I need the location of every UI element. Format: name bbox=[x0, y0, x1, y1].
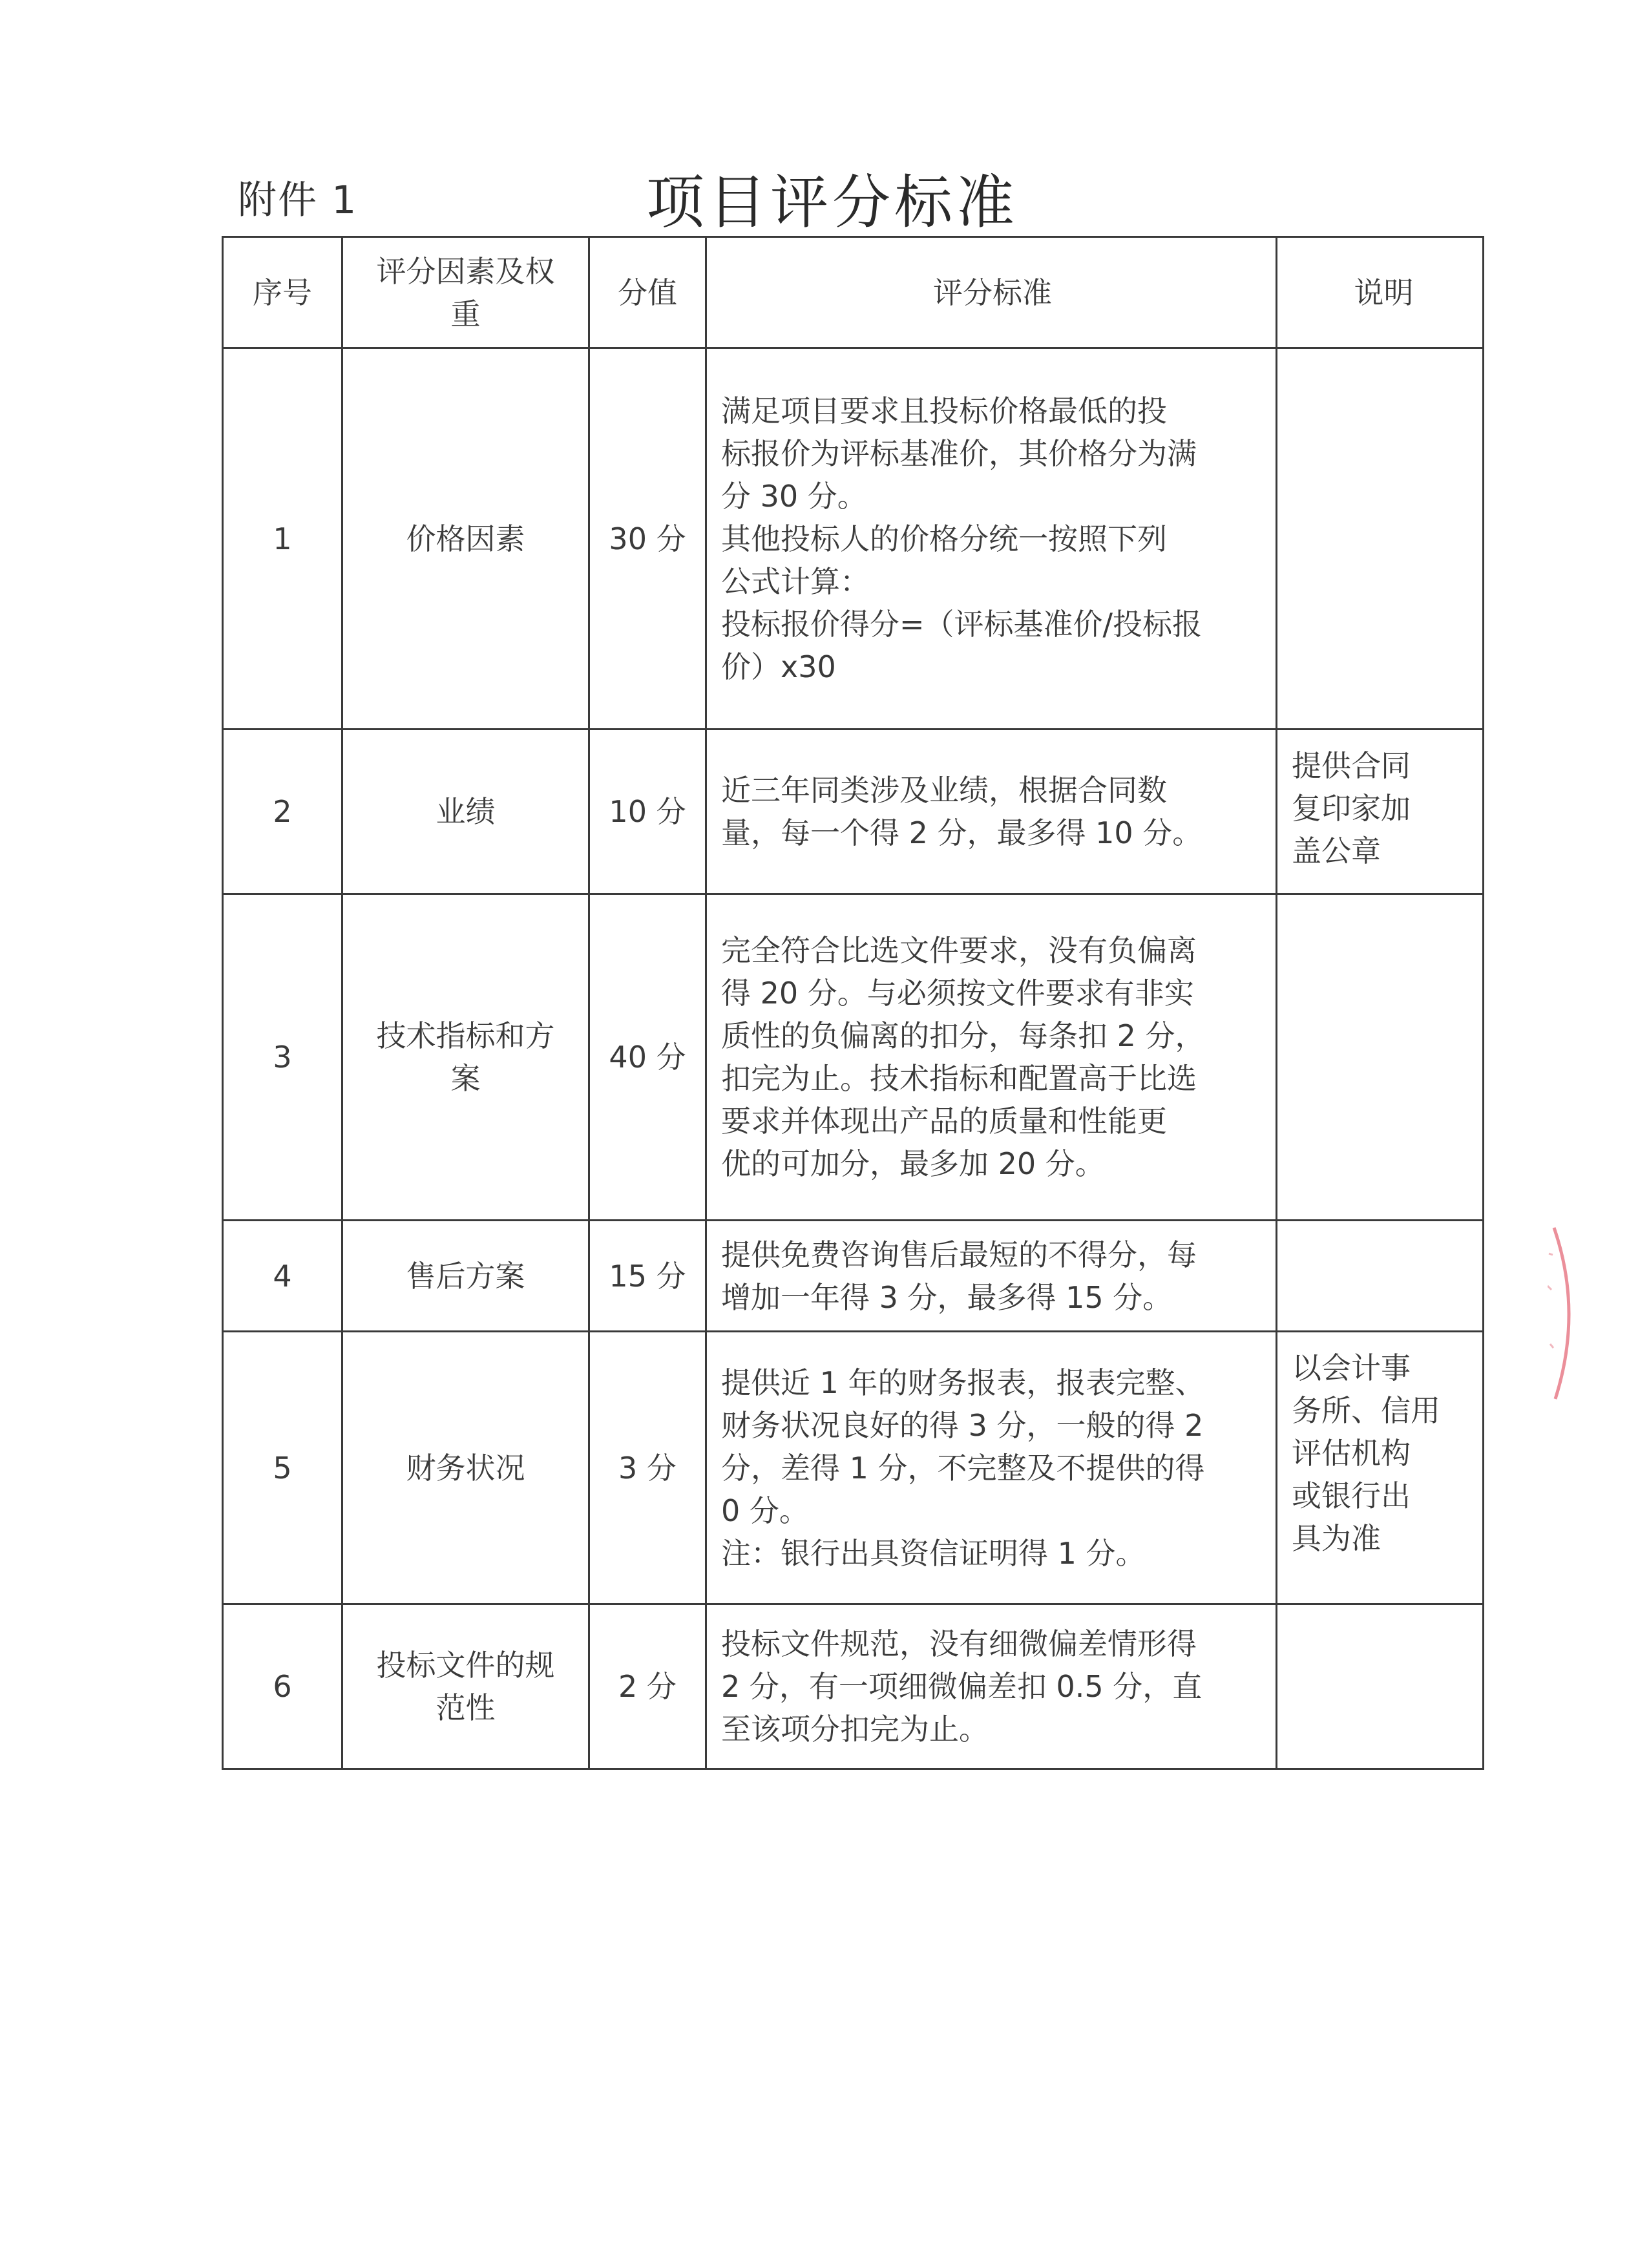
note-line: 提供合同 bbox=[1292, 748, 1411, 783]
note-line: 盖公章 bbox=[1292, 834, 1381, 868]
stamp-arc bbox=[1554, 1228, 1569, 1399]
header-factor-line-2: 重 bbox=[450, 296, 481, 331]
note-line: 或银行出 bbox=[1292, 1478, 1411, 1513]
criteria-line: 公式计算： bbox=[721, 563, 870, 599]
criteria-line: 增加一年得 3 分，最多得 15 分。 bbox=[721, 1279, 1173, 1315]
factor-line-1: 技术指标和方 bbox=[376, 1018, 555, 1053]
stamp-fragment bbox=[1548, 1215, 1586, 1409]
factor-line-2: 范性 bbox=[436, 1690, 496, 1725]
criteria-line: 提供近 1 年的财务报表，报表完整、 bbox=[721, 1365, 1205, 1400]
header-note: 说明 bbox=[1277, 237, 1484, 348]
criteria-line: 满足项目要求且投标价格最低的投 bbox=[721, 393, 1167, 428]
criteria-line: 分 30 分。 bbox=[721, 478, 867, 514]
criteria-line: 投标报价得分=（评标基准价/投标报 bbox=[721, 606, 1203, 642]
row-note bbox=[1277, 348, 1484, 730]
criteria-line: 其他投标人的价格分统一按照下列 bbox=[721, 521, 1167, 556]
table-body bbox=[223, 348, 1484, 1769]
criteria-line: 扣完为止。技术指标和配置高于比选 bbox=[721, 1061, 1197, 1096]
table-row bbox=[223, 730, 1484, 894]
row-criteria bbox=[706, 348, 1277, 730]
note-line: 以会计事 bbox=[1292, 1350, 1411, 1385]
criteria-line: 投标文件规范，没有细微偏差情形得 bbox=[721, 1626, 1197, 1661]
criteria-line: 量，每一个得 2 分，最多得 10 分。 bbox=[721, 815, 1203, 850]
row-no: 6 bbox=[223, 1604, 342, 1769]
row-value: 15 分 bbox=[589, 1221, 706, 1332]
criteria-line: 至该项分扣完为止。 bbox=[721, 1712, 989, 1747]
note-line: 务所、信用 bbox=[1292, 1393, 1440, 1428]
attachment-label: 附件 1 bbox=[238, 178, 358, 223]
scoring-table bbox=[222, 236, 1484, 1770]
header-criteria: 评分标准 bbox=[706, 237, 1277, 348]
row-criteria bbox=[706, 1221, 1277, 1332]
row-note bbox=[1277, 894, 1484, 1221]
row-factor bbox=[342, 894, 589, 1221]
criteria-line: 完全符合比选文件要求，没有负偏离 bbox=[721, 933, 1197, 968]
row-note bbox=[1277, 730, 1484, 894]
row-value: 40 分 bbox=[589, 894, 706, 1221]
note-text bbox=[1292, 730, 1476, 884]
row-criteria bbox=[706, 730, 1277, 894]
row-value: 3 分 bbox=[589, 1332, 706, 1604]
note-line: 评估机构 bbox=[1292, 1436, 1411, 1471]
criteria-line: 注：银行出具资信证明得 1 分。 bbox=[721, 1535, 1146, 1571]
factor-line-2: 案 bbox=[450, 1061, 481, 1096]
row-factor: 业绩 bbox=[342, 730, 589, 894]
row-no: 3 bbox=[223, 894, 342, 1221]
table-row bbox=[223, 348, 1484, 730]
stamp-marks bbox=[1548, 1254, 1553, 1348]
criteria-line: 分，差得 1 分，不完整及不提供的得 bbox=[721, 1450, 1205, 1486]
row-note bbox=[1277, 1221, 1484, 1332]
criteria-line: 财务状况良好的得 3 分，一般的得 2 bbox=[721, 1407, 1204, 1443]
table-row bbox=[223, 1332, 1484, 1604]
row-note bbox=[1277, 1604, 1484, 1769]
table-header-row bbox=[223, 237, 1484, 348]
factor-line-1: 投标文件的规 bbox=[376, 1648, 555, 1683]
criteria-line: 优的可加分，最多加 20 分。 bbox=[721, 1146, 1105, 1181]
row-no: 2 bbox=[223, 730, 342, 894]
row-value: 2 分 bbox=[589, 1604, 706, 1769]
row-factor bbox=[342, 1604, 589, 1769]
criteria-line: 2 分，有一项细微偏差扣 0.5 分，直 bbox=[721, 1669, 1203, 1704]
table-row bbox=[223, 1604, 1484, 1769]
row-value: 10 分 bbox=[589, 730, 706, 894]
criteria-line: 质性的负偏离的扣分，每条扣 2 分， bbox=[721, 1018, 1205, 1053]
header-value: 分值 bbox=[589, 237, 706, 348]
table-row bbox=[223, 894, 1484, 1221]
criteria-line: 标报价为评标基准价，其价格分为满 bbox=[721, 436, 1197, 471]
header-factor bbox=[342, 237, 589, 348]
row-no: 1 bbox=[223, 348, 342, 730]
row-value: 30 分 bbox=[589, 348, 706, 730]
criteria-line: 得 20 分。与必须按文件要求有非实 bbox=[721, 976, 1194, 1011]
note-line: 具为准 bbox=[1292, 1521, 1381, 1556]
criteria-line: 提供免费咨询售后最短的不得分，每 bbox=[721, 1237, 1197, 1272]
criteria-line: 近三年同类涉及业绩，根据合同数 bbox=[721, 773, 1167, 808]
row-note bbox=[1277, 1332, 1484, 1604]
note-line: 复印家加 bbox=[1292, 791, 1411, 826]
note-text bbox=[1292, 1332, 1476, 1571]
row-criteria bbox=[706, 1604, 1277, 1769]
document-title: 项目评分标准 bbox=[646, 169, 1018, 236]
criteria-line: 要求并体现出产品的质量和性能更 bbox=[721, 1104, 1167, 1139]
criteria-line: 价）x30 bbox=[721, 649, 836, 684]
row-no: 4 bbox=[223, 1221, 342, 1332]
header-no: 序号 bbox=[223, 237, 342, 348]
row-criteria bbox=[706, 894, 1277, 1221]
row-factor: 售后方案 bbox=[342, 1221, 589, 1332]
row-factor: 价格因素 bbox=[342, 348, 589, 730]
criteria-line: 0 分。 bbox=[721, 1493, 809, 1528]
row-factor: 财务状况 bbox=[342, 1332, 589, 1604]
row-criteria bbox=[706, 1332, 1277, 1604]
header-factor-line-1: 评分因素及权 bbox=[376, 253, 555, 289]
row-no: 5 bbox=[223, 1332, 342, 1604]
table-row bbox=[223, 1221, 1484, 1332]
